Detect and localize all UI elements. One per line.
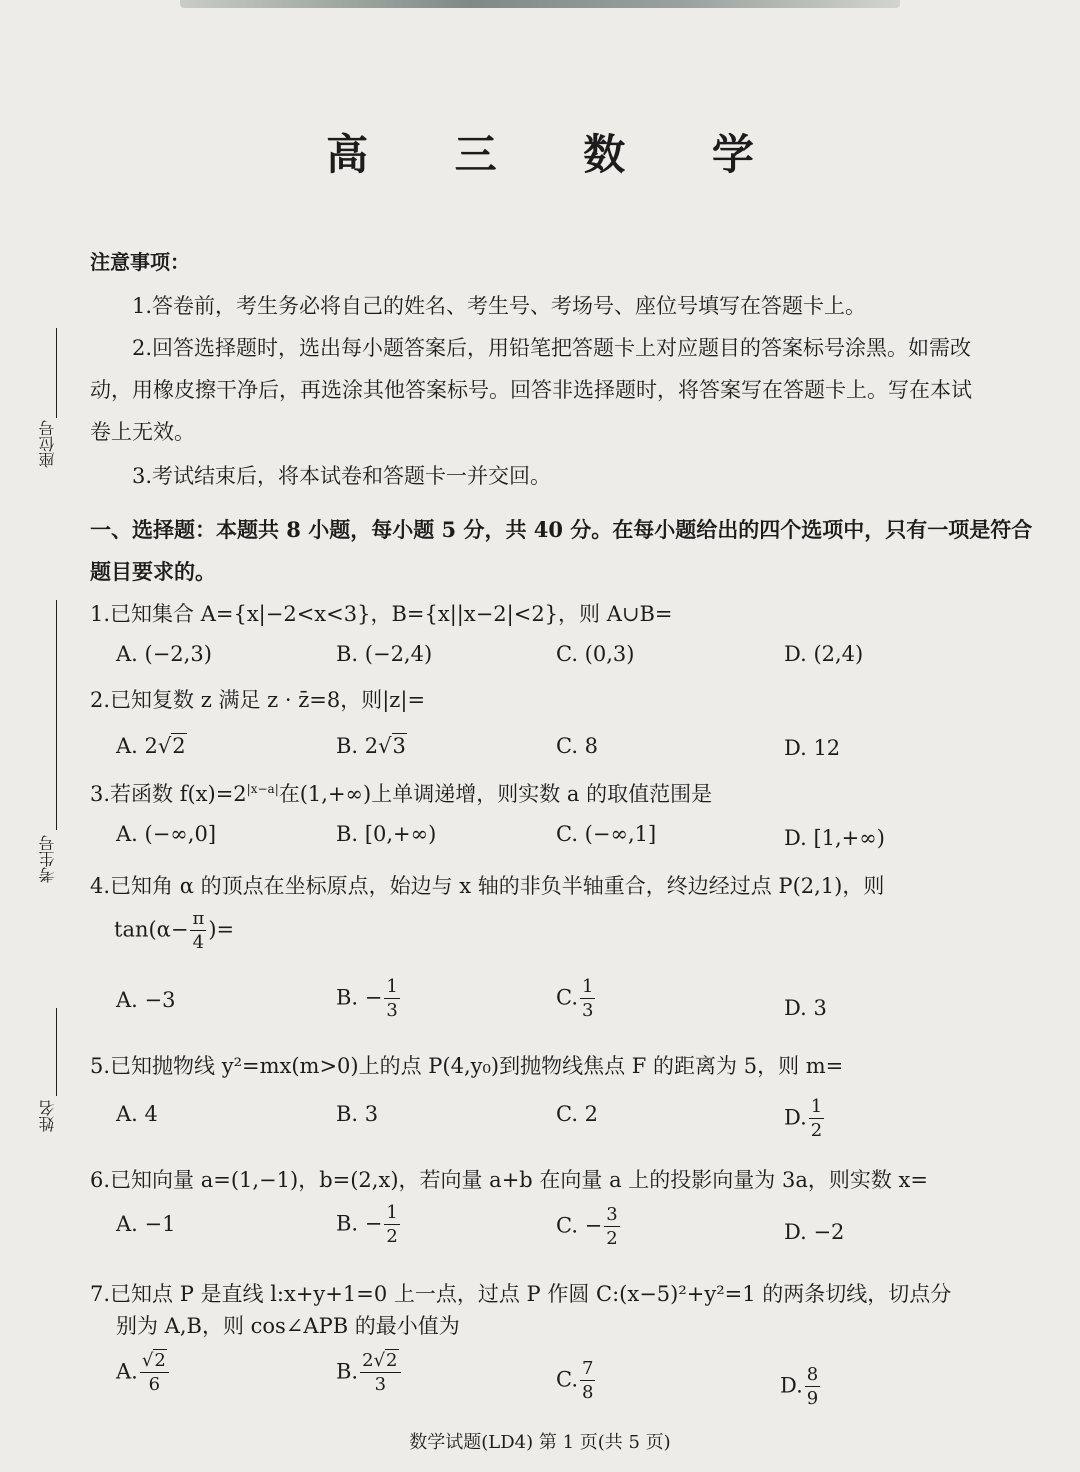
notice-item-3: 3.考试结束后，将本试卷和答题卡一并交回。 xyxy=(132,464,552,488)
question-6-option-c-frac xyxy=(604,1206,619,1248)
question-2-option-a: A. 2√2 xyxy=(116,734,186,758)
section-1-heading-line-1: 一、选择题：本题共 8 小题，每小题 5 分，共 40 分。在每小题给出的四个选项中，只有一项是符合 xyxy=(90,517,1033,542)
notice-item-2-line-3: 卷上无效。 xyxy=(90,420,195,444)
question-7-option-a-frac xyxy=(140,1352,169,1394)
question-1-option-c: C. (0,3) xyxy=(556,642,635,666)
question-6-option-d: D. −2 xyxy=(784,1220,845,1244)
question-3-option-c: C. (−∞,1] xyxy=(556,822,657,846)
question-1-option-b: B. (−2,4) xyxy=(336,642,433,666)
question-5-option-d-den: 2 xyxy=(810,1120,823,1141)
question-7-option-b-coef: 2 xyxy=(362,1350,374,1371)
notice-heading: 注意事项： xyxy=(90,250,190,274)
question-4-option-a: A. −3 xyxy=(116,988,176,1012)
question-7-option-a xyxy=(116,1352,171,1394)
question-4-option-c-den: 3 xyxy=(582,1000,594,1021)
question-7-option-a-den: 6 xyxy=(148,1374,161,1395)
notice-item-2-line-2: 动，用橡皮擦干净后，再选涂其他答案标号。回答非选择题时，将答案写在答题卡上。写在本试 xyxy=(90,378,972,402)
question-4-option-b xyxy=(336,978,402,1020)
question-1-option-a: A. (−2,3) xyxy=(116,642,212,666)
question-7-option-d-den: 9 xyxy=(806,1388,819,1409)
question-5-stem: 5.已知抛物线 y²=mx(m>0)上的点 P(4,y₀)到抛物线焦点 F 的距离为 5，则 m= xyxy=(90,1054,844,1078)
question-3-stem-post: 在(1,+∞)上单调递增，则实数 a 的取值范围是 xyxy=(278,782,713,806)
question-7-option-d-text: D. xyxy=(780,1373,803,1398)
question-1-option-d: D. (2,4) xyxy=(784,642,864,666)
scan-top-edge xyxy=(180,0,900,8)
question-7-option-a-text: A. xyxy=(116,1359,138,1384)
question-6-option-b xyxy=(336,1204,402,1246)
question-7-option-b-den: 3 xyxy=(374,1374,387,1395)
page-footer: 数学试题(LD4) 第 1 页(共 5 页) xyxy=(409,1432,671,1453)
question-4-option-b-den: 3 xyxy=(386,1000,398,1021)
question-7-option-a-num: √2 xyxy=(140,1352,169,1373)
question-7-option-b-radicand: 2 xyxy=(386,1350,398,1371)
question-5-option-d xyxy=(784,1098,826,1140)
question-7-option-c-num: 7 xyxy=(582,1358,594,1379)
question-1-stem: 1.已知集合 A={x|−2<x<3}，B={x||x−2|<2}，则 A∪B= xyxy=(90,602,673,626)
question-5-option-c: C. 2 xyxy=(556,1102,599,1126)
question-7-option-c-text: C. xyxy=(556,1367,578,1392)
question-2-option-a-text: A. 2 xyxy=(116,734,158,758)
question-6-option-a: A. −1 xyxy=(116,1212,176,1236)
question-4-option-b-frac xyxy=(384,978,399,1020)
notice-item-2-line-1: 2.回答选择题时，选出每小题答案后，用铅笔把答题卡上对应题目的答案标号涂黑。如需改 xyxy=(132,336,972,360)
name-label: 姓名 xyxy=(38,1100,57,1132)
question-4-tan-suffix: )= xyxy=(208,917,235,942)
question-3-stem-exponent: |x−a| xyxy=(246,782,279,796)
question-6-stem: 6.已知向量 a=(1,−1)，b=(2,x)，若向量 a+b 在向量 a 上的投影向量为 3a，则实数 x= xyxy=(90,1168,928,1192)
question-7-stem-line-2: 别为 A,B，则 cos∠APB 的最小值为 xyxy=(116,1314,460,1338)
question-4-option-d: D. 3 xyxy=(784,996,827,1020)
question-7-option-a-radicand: 2 xyxy=(154,1350,166,1371)
seat-number-label: 座位号 xyxy=(38,420,57,468)
question-5-option-d-text: D. xyxy=(784,1105,807,1130)
question-6-option-c-den: 2 xyxy=(606,1228,618,1249)
question-4-pi-over-4 xyxy=(190,910,206,952)
notice-item-1: 1.答卷前，考生务必将自己的姓名、考生号、考场号、座位号填写在答题卡上。 xyxy=(132,294,867,318)
question-2-option-b: B. 2√3 xyxy=(336,734,406,758)
question-6-option-c-text: C. − xyxy=(556,1213,603,1238)
seat-number-line xyxy=(56,328,57,418)
question-4-stem-line-2 xyxy=(114,910,234,952)
question-5-option-a: A. 4 xyxy=(116,1102,158,1126)
question-7-option-b-num: 2√2 xyxy=(360,1352,400,1373)
question-5-option-b: B. 3 xyxy=(336,1102,379,1126)
question-3-stem xyxy=(90,778,712,808)
section-1-heading-line-2: 题目要求的。 xyxy=(90,559,216,584)
question-6-option-b-frac xyxy=(384,1204,399,1246)
question-7-option-d-frac xyxy=(805,1366,820,1408)
question-5-option-d-num: 1 xyxy=(810,1096,823,1117)
question-4-option-c xyxy=(556,978,597,1020)
question-5-option-d-frac xyxy=(809,1098,824,1140)
question-2-option-c: C. 8 xyxy=(556,734,599,758)
question-2-option-a-radicand: 2 xyxy=(172,734,186,758)
question-6-option-c xyxy=(556,1206,622,1248)
exam-number-line xyxy=(56,600,57,830)
question-7-stem-line-1: 7.已知点 P 是直线 l:x+y+1=0 上一点，过点 P 作圆 C:(x−5)²+y²=1 的两条切线，切点分 xyxy=(90,1282,952,1306)
question-4-frac-den: 4 xyxy=(192,932,205,953)
question-6-option-c-num: 3 xyxy=(606,1204,618,1225)
question-7-option-b xyxy=(336,1352,403,1394)
question-7-option-d xyxy=(780,1366,822,1408)
question-6-option-b-text: B. − xyxy=(336,1211,383,1236)
question-4-option-c-num: 1 xyxy=(582,976,594,997)
question-7-option-d-num: 8 xyxy=(806,1364,819,1385)
question-4-option-b-text: B. − xyxy=(336,985,383,1010)
question-2-option-d: D. 12 xyxy=(784,736,841,760)
exam-number-label: 考生号 xyxy=(38,835,57,883)
question-4-frac-num: π xyxy=(192,908,205,929)
question-6-option-b-den: 2 xyxy=(386,1226,398,1247)
question-2-option-b-radicand: 3 xyxy=(392,734,406,758)
question-4-option-c-frac xyxy=(580,978,595,1020)
question-2-stem: 2.已知复数 z 满足 z · z̄=8，则|z|= xyxy=(90,688,426,712)
question-6-option-b-num: 1 xyxy=(386,1202,398,1223)
page-title: 高 三 数 学 xyxy=(326,130,790,179)
question-4-stem-line-1: 4.已知角 α 的顶点在坐标原点，始边与 x 轴的非负半轴重合，终边经过点 P(2,1)，则 xyxy=(90,874,885,898)
question-3-option-d: D. [1,+∞) xyxy=(784,826,885,850)
question-3-stem-pre: 3.若函数 f(x)=2 xyxy=(90,782,247,806)
question-7-option-b-text: B. xyxy=(336,1359,359,1384)
question-3-option-a: A. (−∞,0] xyxy=(116,822,217,846)
question-7-option-c-frac xyxy=(580,1360,595,1402)
question-7-option-b-frac xyxy=(360,1352,400,1394)
question-4-tan-prefix: tan(α− xyxy=(114,917,189,942)
question-2-option-b-text: B. 2 xyxy=(336,734,379,758)
name-line xyxy=(56,1008,57,1096)
question-7-option-c xyxy=(556,1360,597,1402)
question-4-option-b-num: 1 xyxy=(386,976,398,997)
question-4-option-c-text: C. xyxy=(556,985,578,1010)
question-7-option-c-den: 8 xyxy=(582,1382,594,1403)
question-3-option-b: B. [0,+∞) xyxy=(336,822,437,846)
